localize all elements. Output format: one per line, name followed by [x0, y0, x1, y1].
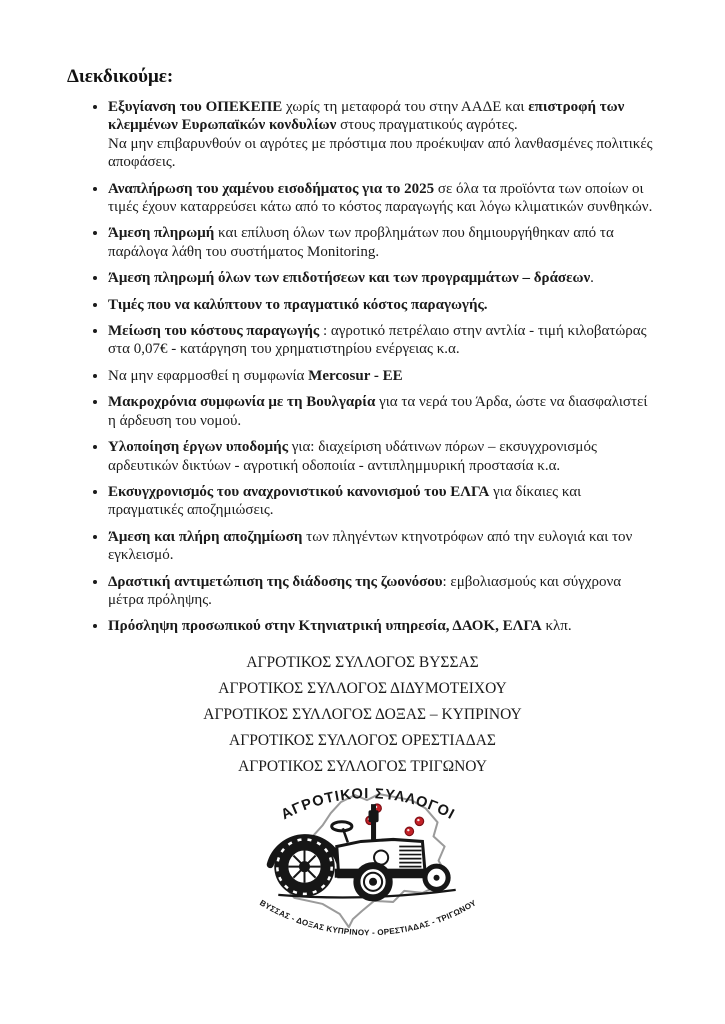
association-name: ΑΓΡΟΤΙΚΟΣ ΣΥΛΛΟΓΟΣ ΒΥΣΣΑΣ: [246, 653, 479, 671]
bullet-item: • Αναπλήρωση του χαμένου εισοδήματος για το 2025 σε όλα τα προϊόντα των οποίων οι τιμές έχουν καταρρεύσει κάτω από το κόστος παραγωγής και λόγω κλιματικών συνθηκών.: [108, 180, 658, 217]
page-title: Διεκδικούμε:: [67, 66, 174, 87]
logo-svg: [242, 784, 494, 955]
bullet-item: • Δραστική αντιμετώπιση της διάδοσης της ζωονόσου: εμβολιασμούς και σύγχρονα μέτρα πρόληψης.: [108, 573, 658, 610]
map-pin-icon: [405, 827, 413, 835]
bullet-item: • Μείωση του κόστους παραγωγής : αγροτικό πετρέλαιο στην αντλία - τιμή κιλοβατώρας στα 0,07€ - κατάργηση του χρηματιστηρίου ενέργειας κ.α.: [108, 322, 658, 359]
association-name: ΑΓΡΟΤΙΚΟΣ ΣΥΛΛΟΓΟΣ ΔΙΔΥΜΟΤΕΙΧΟΥ: [218, 679, 507, 697]
bullet-item: • Τιμές που να καλύπτουν το πραγματικό κόστος παραγωγής.: [108, 296, 658, 314]
logo-arc-bottom-text: ΒΥΣΣΑΣ - ΔΟΞΑΣ ΚΥΠΡΙΝΟΥ - ΟΡΕΣΤΙΑΔΑΣ - ΤΡΙΓΩΝΟΥ: [257, 898, 478, 938]
demands-list: [67, 98, 658, 636]
bullet-item: • Μακροχρόνια συμφωνία με τη Βουλγαρία για τα νερά του Άρδα, ώστε να διασφαλιστεί η άρδευση του νομού.: [108, 393, 658, 430]
association-name: ΑΓΡΟΤΙΚΟΣ ΣΥΛΛΟΓΟΣ ΤΡΙΓΩΝΟΥ: [238, 757, 487, 775]
associations-logo: [242, 784, 494, 955]
bullet-item: • Να μην εφαρμοσθεί η συμφωνία Mercosur - ΕΕ: [108, 367, 658, 385]
association-name: ΑΓΡΟΤΙΚΟΣ ΣΥΛΛΟΓΟΣ ΟΡΕΣΤΙΑΔΑΣ: [229, 731, 496, 749]
logo-arc-top-text: ΑΓΡΟΤΙΚΟΙ ΣΥΛΛΟΓΟΙ: [278, 785, 458, 824]
bullet-item: • Άμεση πληρωμή και επίλυση όλων των προβλημάτων που δημιουργήθηκαν από τα παράλογα λάθη του συστήματος Monitoring.: [108, 224, 658, 261]
associations-list: [67, 650, 658, 780]
bullet-item: • Εξυγίανση του ΟΠΕΚΕΠΕ χωρίς τη μεταφορά του στην ΑΑΔΕ και επιστροφή των κλεμμένων Ευρωπαϊκών κονδυλίων στους πραγματικούς αγρότες. Να μην επιβαρυνθούν οι αγρότες με πρόστιμα που προέκυψαν από λανθασμένες πολιτικές αποφάσεις.: [108, 98, 658, 172]
bullet-item: • Υλοποίηση έργων υποδομής για: διαχείριση υδάτινων πόρων – εκσυγχρονισμός αρδευτικών δικτύων - αγροτική οδοποιία - αντιπλημμυρική προστασία κ.α.: [108, 438, 658, 475]
association-name: ΑΓΡΟΤΙΚΟΣ ΣΥΛΛΟΓΟΣ ΔΟΞΑΣ – ΚΥΠΡΙΝΟΥ: [203, 705, 522, 723]
bullet-item: • Πρόσληψη προσωπικού στην Κτηνιατρική υπηρεσία, ΔΑΟΚ, ΕΛΓΑ κλπ.: [108, 617, 658, 635]
bullet-item: • Άμεση και πλήρη αποζημίωση των πληγέντων κτηνοτρόφων από την ευλογιά και τον εγκλεισμό.: [108, 528, 658, 565]
bullet-item: • Εκσυγχρονισμός του αναχρονιστικού κανονισμού του ΕΛΓΑ για δίκαιες και πραγματικές αποζημιώσεις.: [108, 483, 658, 520]
bullet-item: • Άμεση πληρωμή όλων των επιδοτήσεων και των προγραμμάτων – δράσεων.: [108, 269, 658, 287]
map-pin-icon: [415, 817, 423, 825]
